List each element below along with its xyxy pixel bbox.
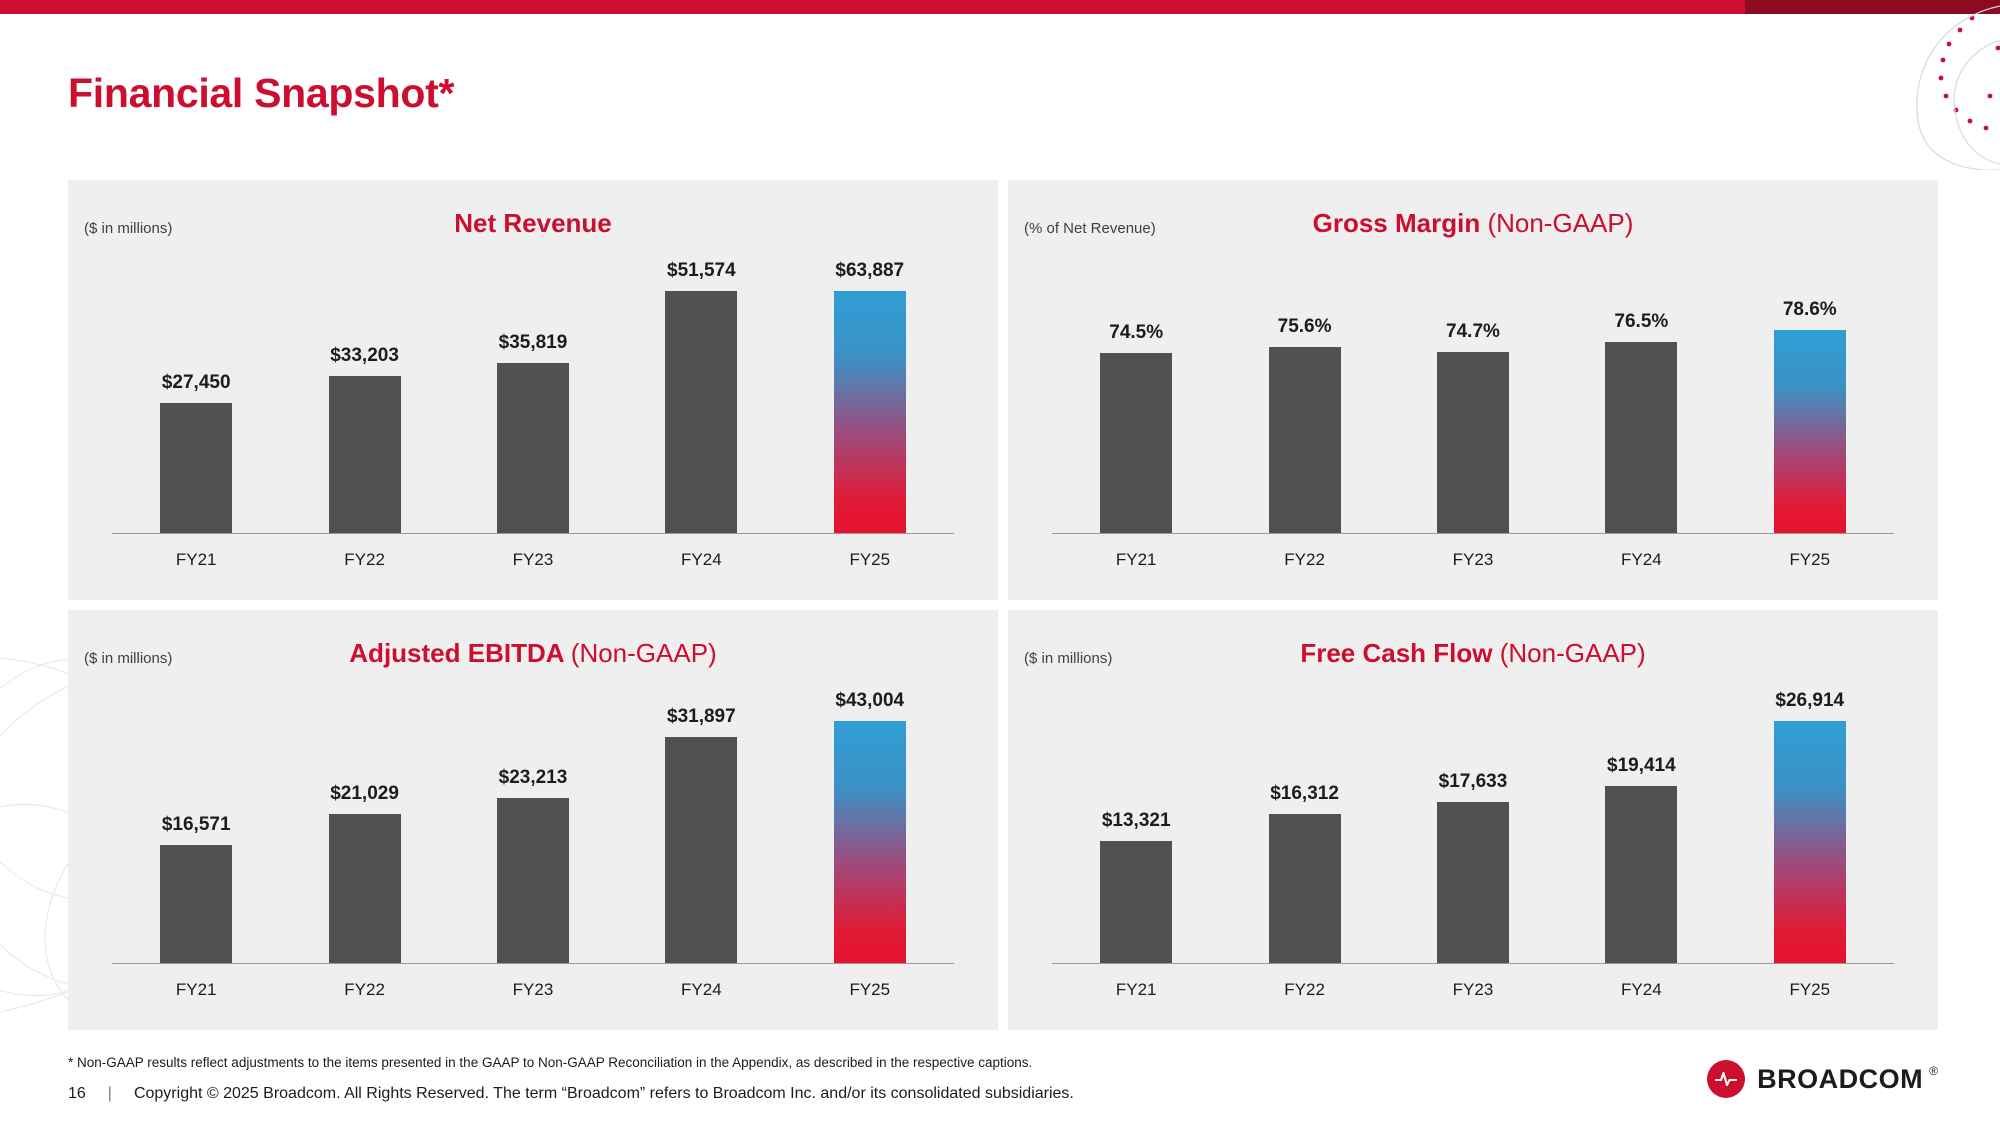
bar xyxy=(665,737,737,963)
bar xyxy=(497,363,569,533)
bar xyxy=(160,403,232,533)
chart-panel-net-revenue xyxy=(68,180,998,600)
bar-group xyxy=(1734,690,1886,963)
plot-area xyxy=(108,260,958,580)
x-tick-label: FY23 xyxy=(1452,980,1494,999)
chart-panel-free-cash-flow xyxy=(1008,610,1938,1030)
footer-separator: | xyxy=(107,1085,112,1102)
x-tick-label: FY21 xyxy=(1115,980,1157,999)
x-axis-tick-labels xyxy=(112,980,954,1000)
footnote: * Non-GAAP results reflect adjustments to the items presented in the GAAP to Non-GAAP Reconciliation in the Appendix, as described in the respective captions. xyxy=(68,1055,1033,1070)
x-tick-label: FY23 xyxy=(512,980,554,999)
x-axis-line xyxy=(1052,963,1894,964)
bar-highlighted xyxy=(834,721,906,963)
plot-area xyxy=(1048,690,1898,1010)
bar-series xyxy=(112,260,954,533)
x-tick-label: FY25 xyxy=(1789,550,1831,569)
bar-highlighted xyxy=(1774,721,1846,963)
x-axis-tick-labels xyxy=(1052,550,1894,570)
axis-unit-label: ($ in millions) xyxy=(84,220,173,237)
x-tick-label: FY24 xyxy=(681,550,722,569)
bar-group xyxy=(1566,260,1718,533)
bar-group xyxy=(120,260,272,533)
bar-value-label: $19,414 xyxy=(1607,755,1676,776)
x-tick-label: FY22 xyxy=(344,550,385,569)
registered-trademark-icon: ® xyxy=(1929,1064,1938,1078)
axis-unit-label: ($ in millions) xyxy=(84,650,173,667)
x-tick-label: FY24 xyxy=(681,980,722,999)
bar-value-label: 78.6% xyxy=(1782,299,1837,320)
bar-group xyxy=(1566,690,1718,963)
page-title: Financial Snapshot* xyxy=(68,70,455,116)
bar-group xyxy=(1397,260,1549,533)
bar-group xyxy=(1229,260,1381,533)
chart-title-main: Free Cash Flow xyxy=(1300,638,1493,668)
bar-group xyxy=(1229,690,1381,963)
bar-series xyxy=(112,690,954,963)
bar-value-label: $17,633 xyxy=(1438,771,1508,792)
x-axis-line xyxy=(112,963,954,964)
bar-highlighted xyxy=(834,291,906,533)
chart-title-suffix: (Non-GAAP) xyxy=(570,638,717,668)
bar-group xyxy=(1060,260,1212,533)
footer-copyright-row xyxy=(68,1085,1074,1103)
bar-value-label: $43,004 xyxy=(835,690,905,711)
bar-group xyxy=(1734,260,1886,533)
bar-series xyxy=(1052,260,1894,533)
x-tick-label: FY21 xyxy=(175,980,217,999)
bar-value-label: $26,914 xyxy=(1775,690,1845,711)
x-axis-tick-labels xyxy=(1052,980,1894,1000)
x-tick-label: FY23 xyxy=(512,550,554,569)
bar xyxy=(1605,342,1677,533)
bar-group xyxy=(457,260,609,533)
bar xyxy=(1100,841,1172,963)
x-axis-line xyxy=(1052,533,1894,534)
chart-title-gross-margin xyxy=(1008,208,1938,239)
bar-value-label: $16,312 xyxy=(1270,783,1339,804)
bar xyxy=(1269,814,1341,963)
bar xyxy=(1437,352,1509,533)
chart-title-main: Net Revenue xyxy=(454,208,612,238)
x-tick-label: FY21 xyxy=(175,550,217,569)
bar-value-label: $63,887 xyxy=(835,260,905,281)
bar-series xyxy=(1052,690,1894,963)
header-accent-bar xyxy=(0,0,1745,14)
broadcom-wordmark: BROADCOM xyxy=(1757,1063,1924,1094)
bar-value-label: $27,450 xyxy=(161,372,231,393)
bar xyxy=(160,845,232,963)
bar-group xyxy=(626,690,778,963)
bar-value-label: $21,029 xyxy=(330,783,399,804)
chart-panel-gross-margin xyxy=(1008,180,1938,600)
broadcom-mark-icon xyxy=(1707,1060,1745,1098)
bar xyxy=(1437,802,1509,963)
bar-value-label: $51,574 xyxy=(667,260,736,281)
bar-group xyxy=(794,690,946,963)
plot-area xyxy=(108,690,958,1010)
broadcom-logo xyxy=(1707,1060,1938,1098)
bar-group xyxy=(457,690,609,963)
bar xyxy=(1605,786,1677,963)
bar-group xyxy=(289,260,441,533)
bar-value-label: $33,203 xyxy=(330,345,399,366)
bar-value-label: $31,897 xyxy=(667,706,736,727)
chart-title-main: Adjusted EBITDA xyxy=(349,638,564,668)
bar xyxy=(497,798,569,963)
bar xyxy=(329,814,401,963)
bar-group xyxy=(289,690,441,963)
x-tick-label: FY22 xyxy=(1284,550,1325,569)
bar-value-label: $35,819 xyxy=(498,332,568,353)
x-tick-label: FY21 xyxy=(1115,550,1157,569)
bar-value-label: 75.6% xyxy=(1277,316,1332,337)
chart-panel-adjusted-ebitda xyxy=(68,610,998,1030)
bar xyxy=(329,376,401,533)
bar-value-label: 74.7% xyxy=(1446,321,1500,342)
chart-title-main: Gross Margin xyxy=(1312,208,1481,238)
x-tick-label: FY25 xyxy=(849,980,891,999)
x-axis-line xyxy=(112,533,954,534)
bar xyxy=(1269,347,1341,533)
header-accent-bar-dark xyxy=(1745,0,2000,14)
x-axis-tick-labels xyxy=(112,550,954,570)
bar-value-label: $13,321 xyxy=(1101,810,1171,831)
bar-group xyxy=(794,260,946,533)
bar xyxy=(665,291,737,533)
x-tick-label: FY24 xyxy=(1621,980,1662,999)
decorative-dot-arc xyxy=(1660,0,2000,170)
x-tick-label: FY22 xyxy=(344,980,385,999)
x-tick-label: FY24 xyxy=(1621,550,1662,569)
x-tick-label: FY23 xyxy=(1452,550,1494,569)
bar-value-label: $23,213 xyxy=(498,767,568,788)
axis-unit-label: ($ in millions) xyxy=(1024,650,1113,667)
bar-group xyxy=(120,690,272,963)
x-tick-label: FY25 xyxy=(1789,980,1831,999)
bar-value-label: $16,571 xyxy=(161,814,231,835)
bar-value-label: 74.5% xyxy=(1109,322,1164,343)
x-tick-label: FY25 xyxy=(849,550,891,569)
page-number: 16 xyxy=(68,1085,86,1102)
bar-group xyxy=(626,260,778,533)
copyright-text: Copyright © 2025 Broadcom. All Rights Reserved. The term “Broadcom” refers to Broadcom Inc. and/or its consolidated subsidiaries. xyxy=(133,1085,1074,1102)
axis-unit-label: (% of Net Revenue) xyxy=(1024,220,1156,237)
chart-title-suffix: (Non-GAAP) xyxy=(1487,208,1634,238)
bar-value-label: 76.5% xyxy=(1614,311,1669,332)
chart-title-adjusted-ebitda xyxy=(68,638,998,669)
chart-title-net-revenue xyxy=(68,208,998,239)
x-tick-label: FY22 xyxy=(1284,980,1325,999)
bar-highlighted xyxy=(1774,330,1846,533)
bar-group xyxy=(1397,690,1549,963)
chart-title-free-cash-flow xyxy=(1008,638,1938,669)
plot-area xyxy=(1048,260,1898,580)
chart-title-suffix: (Non-GAAP) xyxy=(1499,638,1646,668)
bar xyxy=(1100,353,1172,533)
bar-group xyxy=(1060,690,1212,963)
